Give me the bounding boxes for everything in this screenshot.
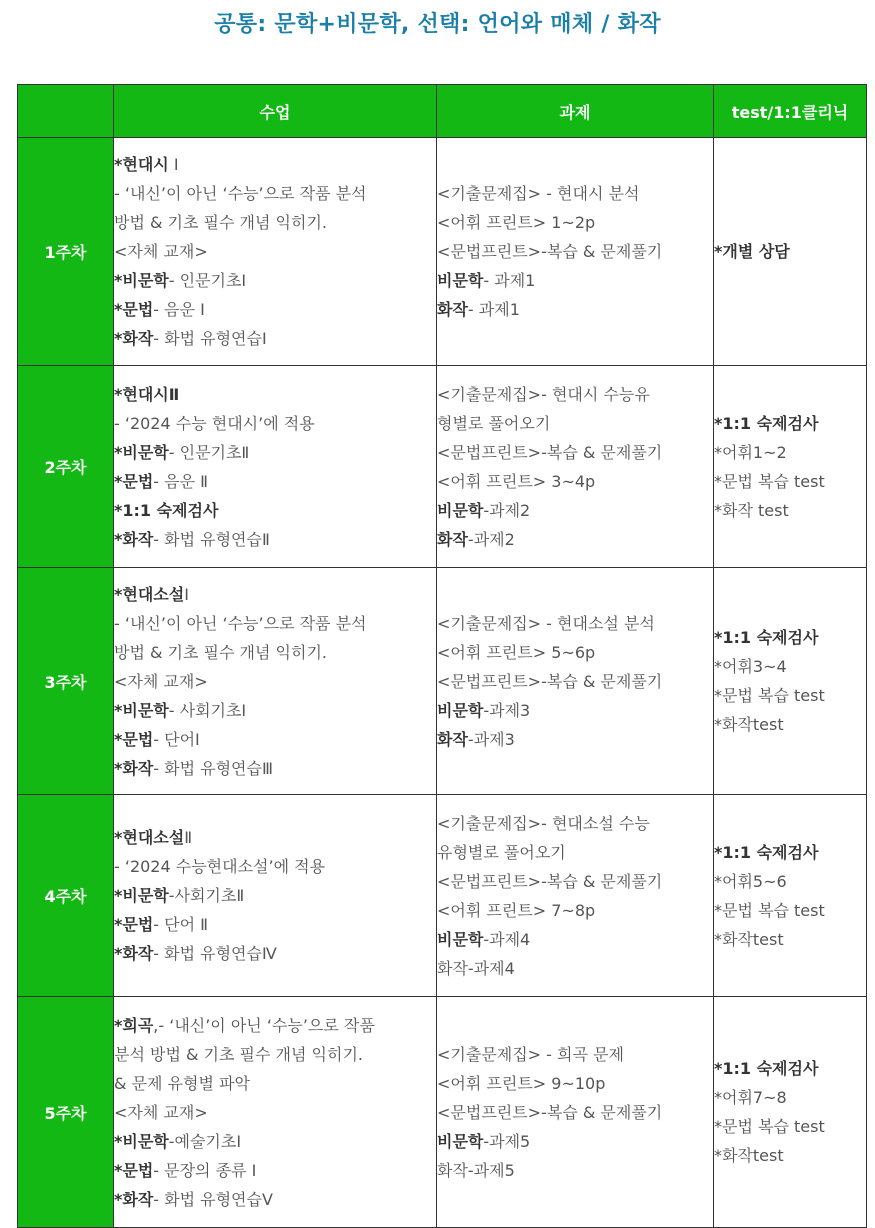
task-line-bold: 화작 [437,300,468,319]
task-line-text: <기출문제집> - 현대소설 분석 [437,613,655,633]
test-line-text: *화작 test [714,500,789,520]
task-line [437,667,713,696]
test-line [714,1141,866,1170]
class-line [114,910,436,939]
test-line [714,681,866,710]
task-line-text: <어휘 프린트> 7~8p [437,900,596,920]
class-line-text: - ‘내신’이 아닌 ‘수능’으로 작품 분석 [114,184,367,203]
test-line-text: *문법 복습 test [714,900,825,920]
task-line [437,809,713,838]
class-line-text: <자체 교재> [114,242,208,261]
test-line [714,925,866,954]
test-line [714,1112,866,1141]
test-line-bold: *개별 상담 [714,242,790,261]
task-line-text: <기출문제집> - 현대시 분석 [437,184,640,203]
page-title: 공통: 문학+비문학, 선택: 언어와 매체 / 화작 [214,12,661,37]
class-line-text: 분석 방법 & 기초 필수 개념 익히기. [114,1044,364,1064]
task-line [437,266,713,295]
test-line-bold: *1:1 숙제검사 [714,628,819,647]
test-line [714,838,866,867]
header-test: test/1:1클리닉 [714,85,867,138]
test-line-text: *문법 복습 test [714,1117,825,1136]
task-line-text: <기출문제집>- 현대소설 수능 [437,813,650,833]
class-line [114,696,436,725]
class-line [114,208,436,237]
class-line [114,380,436,409]
task-line [437,438,713,467]
test-line [714,1083,866,1112]
class-line-text: ,- ‘내신’이 아닌 ‘수능’으로 작품 [153,1015,375,1035]
test-line-text: *문법 복습 test [714,686,825,705]
class-cell [114,568,437,795]
class-line [114,1127,436,1156]
class-line [114,725,436,754]
class-line [114,638,436,667]
header-class: 수업 [114,85,437,138]
task-line-text: <문법프린트>-복습 & 문제풀기 [437,871,663,891]
class-line-bold: *문법 [114,1160,154,1180]
task-line [437,409,713,438]
task-cell [437,568,714,795]
task-line-text: <어휘 프린트> 9~10p [437,1073,606,1093]
class-line-text: - 단어Ⅰ [153,729,200,749]
task-line-text: <어휘 프린트> 3~4p [437,471,596,491]
class-line-bold: *비문학 [114,442,169,462]
class-line [114,150,436,179]
class-line-text: 방법 & 기초 필수 개념 익히기. [114,213,328,232]
class-cell [114,795,437,997]
class-line-text: -예술기초Ⅰ [168,1131,242,1151]
class-line [114,1011,436,1040]
task-line [437,925,713,954]
class-line [114,1185,436,1214]
task-line-bold: 비문학 [437,1131,484,1151]
class-line-bold: *화작 [114,329,154,348]
class-line-bold: *문법 [114,471,154,491]
test-line [714,652,866,681]
class-line-text: -사회기초Ⅱ [168,886,245,905]
task-line [437,237,713,266]
task-line [437,525,713,554]
class-line-text: - ‘내신’이 아닌 ‘수능’으로 작품 분석 [114,613,367,633]
class-line-bold: *문법 [114,915,154,934]
class-line-text: - 화법 유형연습Ⅱ [153,529,270,549]
class-line-text: - 화법 유형연습Ⅴ [153,1189,273,1209]
task-line [437,1040,713,1069]
task-line-text: -과제2 [467,529,515,549]
task-line-text: -과제2 [483,500,531,520]
header-week [18,85,114,138]
test-line-text: *문법 복습 test [714,471,825,491]
test-line [714,896,866,925]
test-line [714,867,866,896]
task-cell [437,366,714,568]
task-line-text: <기출문제집> - 희곡 문제 [437,1044,624,1064]
class-line-bold: *현대소설 [114,828,185,847]
class-line-text: - 화법 유형연습Ⅳ [153,944,277,963]
class-line-text: - 사회기초Ⅰ [168,700,247,720]
task-line [437,696,713,725]
test-line [714,467,866,496]
task-cell [437,795,714,997]
class-line [114,237,436,266]
week-label: 4주차 [18,795,114,997]
task-line-text: 유형별로 풀어오기 [437,842,566,862]
test-cell [714,568,867,795]
test-line-text: *어휘5~6 [714,871,787,891]
class-line-bold: *비문학 [114,700,169,720]
task-line-text: -과제3 [467,729,515,749]
class-cell [114,997,437,1228]
class-line [114,609,436,638]
task-line [437,638,713,667]
test-line [714,1054,866,1083]
task-line-text: <기출문제집>- 현대시 수능유 [437,384,650,404]
class-line-text: - 단어 Ⅱ [153,915,209,934]
table-row [18,568,867,795]
task-line-text: <어휘 프린트> 1~2p [437,213,596,232]
task-line [437,295,713,324]
class-line-bold: *문법 [114,300,154,319]
class-line-bold: *문법 [114,729,154,749]
test-line [714,623,866,652]
test-line-text: *화작test [714,715,784,734]
task-line-text: 화작-과제5 [437,1160,515,1180]
task-line-text: <문법프린트>-복습 & 문제풀기 [437,442,663,462]
test-line [714,496,866,525]
class-line-bold: *화작 [114,944,154,963]
class-line [114,295,436,324]
task-line-bold: 비문학 [437,500,484,520]
class-line-text: <자체 교재> [114,671,208,691]
task-line-text: <어휘 프린트> 5~6p [437,642,596,662]
test-line [714,237,866,266]
header-task: 과제 [437,85,714,138]
class-line [114,324,436,353]
class-line-bold: *현대시 [114,155,169,174]
class-line [114,754,436,783]
test-line-bold: *1:1 숙제검사 [714,1059,819,1078]
task-line [437,179,713,208]
class-line [114,438,436,467]
test-cell [714,366,867,568]
test-cell [714,138,867,366]
class-line-bold: *희곡 [114,1015,154,1035]
class-line-text: 방법 & 기초 필수 개념 익히기. [114,642,328,662]
test-line-text: *화작test [714,929,784,949]
class-line [114,467,436,496]
task-line [437,496,713,525]
task-line-text: 형별로 풀어오기 [437,413,551,433]
class-line-text: - 음운 Ⅰ [153,300,205,319]
task-line [437,1069,713,1098]
task-line [437,467,713,496]
task-line [437,609,713,638]
test-line [714,710,866,739]
class-cell [114,138,437,366]
class-line-bold: *현대소설 [114,584,185,604]
table-row [18,366,867,568]
task-line-text: <문법프린트>-복습 & 문제풀기 [437,1102,663,1122]
class-line-bold: *비문학 [114,1131,169,1151]
week-label: 5주차 [18,997,114,1228]
test-cell [714,997,867,1228]
task-line-text: 화작-과제4 [437,958,515,978]
table-row [18,997,867,1228]
test-line-text: *어휘7~8 [714,1088,787,1107]
task-line [437,867,713,896]
class-line [114,881,436,910]
table-row [18,795,867,997]
test-line-text: *어휘1~2 [714,442,787,462]
class-line [114,525,436,554]
class-line-text: - ‘2024 수능현대소설’에 적용 [114,857,326,876]
test-line-bold: *1:1 숙제검사 [714,413,819,433]
class-line [114,496,436,525]
test-cell [714,795,867,997]
class-line [114,1156,436,1185]
class-line-bold: *화작 [114,529,154,549]
class-line-text: - 문장의 종류 Ⅰ [153,1160,257,1180]
class-line [114,667,436,696]
test-line-bold: *1:1 숙제검사 [714,842,819,862]
class-line-bold: *화작 [114,1189,154,1209]
task-line-bold: 화작 [437,729,468,749]
task-line [437,1127,713,1156]
class-line-text: & 문제 유형별 파악 [114,1073,250,1093]
task-line [437,1098,713,1127]
task-line [437,1156,713,1185]
task-line [437,380,713,409]
class-line [114,409,436,438]
class-line-bold: *1:1 숙제검사 [114,500,219,520]
class-line-text: - 음운 Ⅱ [153,471,209,491]
task-line [437,896,713,925]
task-line-text: <문법프린트>-복습 & 문제풀기 [437,242,663,261]
class-line-text: Ⅰ [184,584,189,604]
class-line-text: - 인문기초Ⅱ [168,442,250,462]
class-line [114,823,436,852]
week-label: 3주차 [18,568,114,795]
class-line-text: <자체 교재> [114,1102,208,1122]
test-line [714,438,866,467]
class-line-bold: *현대시Ⅱ [114,384,180,404]
class-line-bold: *화작 [114,758,154,778]
class-line [114,1098,436,1127]
class-line [114,179,436,208]
task-line [437,838,713,867]
class-line-bold: *비문학 [114,271,169,290]
class-line-text: Ⅱ [184,828,193,847]
class-line [114,1069,436,1098]
test-line-text: *화작test [714,1146,784,1165]
class-line [114,580,436,609]
test-line [714,409,866,438]
task-line-text: - 과제1 [467,300,520,319]
task-line-text: -과제5 [483,1131,531,1151]
task-line-text: <문법프린트>-복습 & 문제풀기 [437,671,663,691]
task-cell [437,138,714,366]
class-line-bold: *비문학 [114,886,169,905]
class-line [114,852,436,881]
class-line-text: - 인문기초Ⅰ [168,271,247,290]
class-line-text: - 화법 유형연습Ⅰ [153,329,267,348]
class-line [114,1040,436,1069]
task-line [437,208,713,237]
task-line-bold: 비문학 [437,271,484,290]
task-line [437,725,713,754]
task-line-bold: 비문학 [437,929,484,949]
task-line-text: - 과제1 [483,271,536,290]
class-line [114,266,436,295]
class-line [114,939,436,968]
header-row [18,85,867,138]
task-line-text: -과제4 [483,929,531,949]
class-line-text: - 화법 유형연습Ⅲ [153,758,273,778]
schedule-table [17,84,867,1228]
class-line-text: Ⅰ [168,155,179,174]
table-row [18,138,867,366]
task-line-bold: 화작 [437,529,468,549]
class-line-text: - ‘2024 수능 현대시’에 적용 [114,413,315,433]
class-cell [114,366,437,568]
test-line-text: *어휘3~4 [714,657,787,676]
week-label: 1주차 [18,138,114,366]
task-line-text: -과제3 [483,700,531,720]
week-label: 2주차 [18,366,114,568]
task-line [437,954,713,983]
task-cell [437,997,714,1228]
task-line-bold: 비문학 [437,700,484,720]
